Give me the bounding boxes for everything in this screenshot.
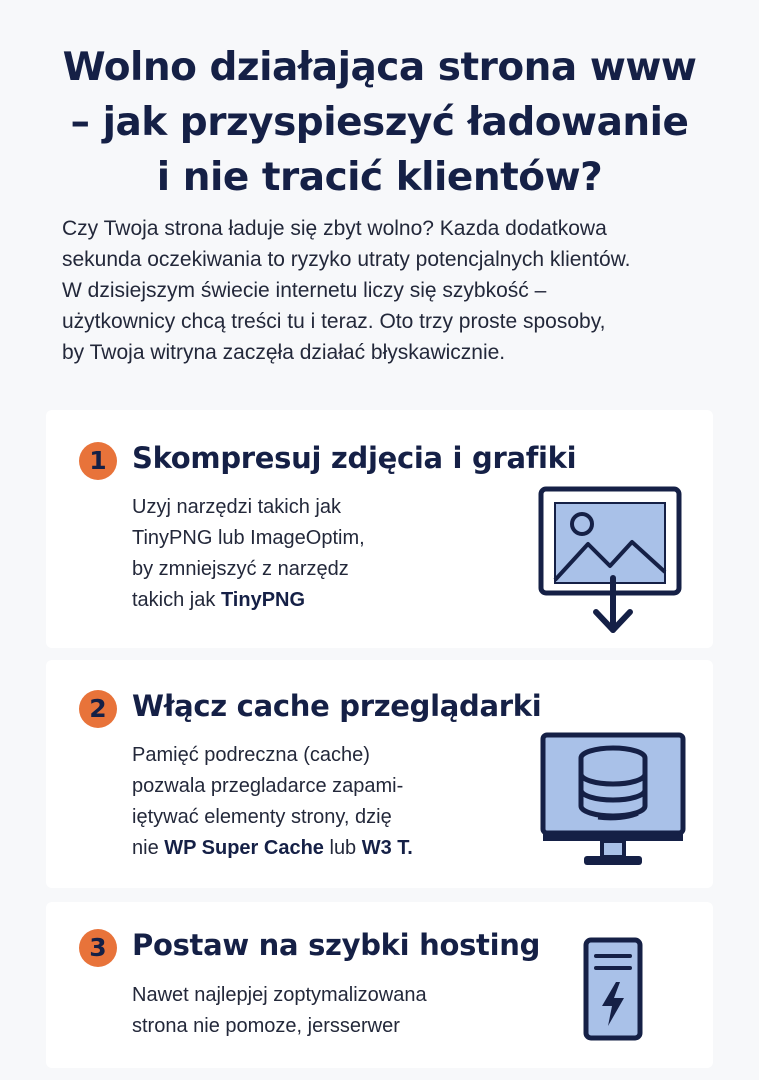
step-description-line: Uzyj narzędzi takich jak — [132, 496, 341, 518]
step-description-line: pozwala przegladarce zapami- — [132, 775, 404, 797]
step-number-badge: 3 — [79, 929, 117, 967]
page-title-line: Wolno działająca strona www — [62, 45, 697, 90]
step-description-line: TinyPNG lub ImageOptim, — [132, 527, 365, 549]
step-description — [132, 980, 427, 1042]
image-download-icon — [536, 484, 686, 640]
intro-line: by Twoja witryna zaczęła działać błyskawicznie. — [62, 341, 506, 364]
step-number-badge: 1 — [79, 442, 117, 480]
step-description-line — [132, 585, 365, 616]
step-description-bold: WP Super Cache — [164, 837, 324, 859]
server-lightning-icon — [582, 936, 644, 1042]
step-description-bold: TinyPNG — [220, 589, 306, 611]
page-title-line: – jak przyspieszyć ładowanie — [70, 100, 689, 145]
intro-paragraph — [62, 213, 742, 368]
step-description-bold: W3 T. — [361, 837, 413, 859]
step-title: Włącz cache przeglądarki — [132, 689, 542, 723]
step-description-text: lub — [323, 837, 362, 859]
step-description — [132, 740, 413, 864]
step-title: Skompresuj zdjęcia i grafiki — [132, 441, 577, 475]
step-description — [132, 492, 365, 616]
step-description-text: nie — [132, 837, 165, 859]
step-card-3 — [46, 902, 713, 1068]
step-description-line — [132, 833, 413, 864]
step-number-badge: 2 — [79, 690, 117, 728]
step-description-line: strona nie pomoze, jersserwer — [132, 1015, 400, 1037]
step-description-line: by zmniejszyć z narzędz — [132, 558, 349, 580]
step-description-line: Nawet najlepjej zoptymalizowana — [132, 984, 427, 1006]
step-card-1 — [46, 410, 713, 648]
monitor-database-icon — [538, 730, 688, 872]
step-description-line: iętywać elementy strony, dzię — [132, 806, 392, 828]
intro-line: W dzisiejszym świecie internetu liczy się szybkość – — [62, 279, 547, 302]
intro-line: użytkownicy chcą treści tu i teraz. Oto trzy proste sposoby, — [62, 310, 606, 333]
page-title — [20, 40, 739, 205]
step-description-line: Pamięć podreczna (cache) — [132, 744, 370, 766]
intro-line: sekunda oczekiwania to ryzyko utraty potencjalnych klientów. — [62, 248, 631, 271]
page-title-line: i nie tracić klientów? — [156, 155, 603, 200]
step-description-text: takich jak — [132, 589, 221, 611]
intro-line: Czy Twoja strona ładuje się zbyt wolno? Kazda dodatkowa — [62, 217, 607, 240]
step-card-2 — [46, 660, 713, 888]
step-title: Postaw na szybki hosting — [132, 928, 541, 962]
